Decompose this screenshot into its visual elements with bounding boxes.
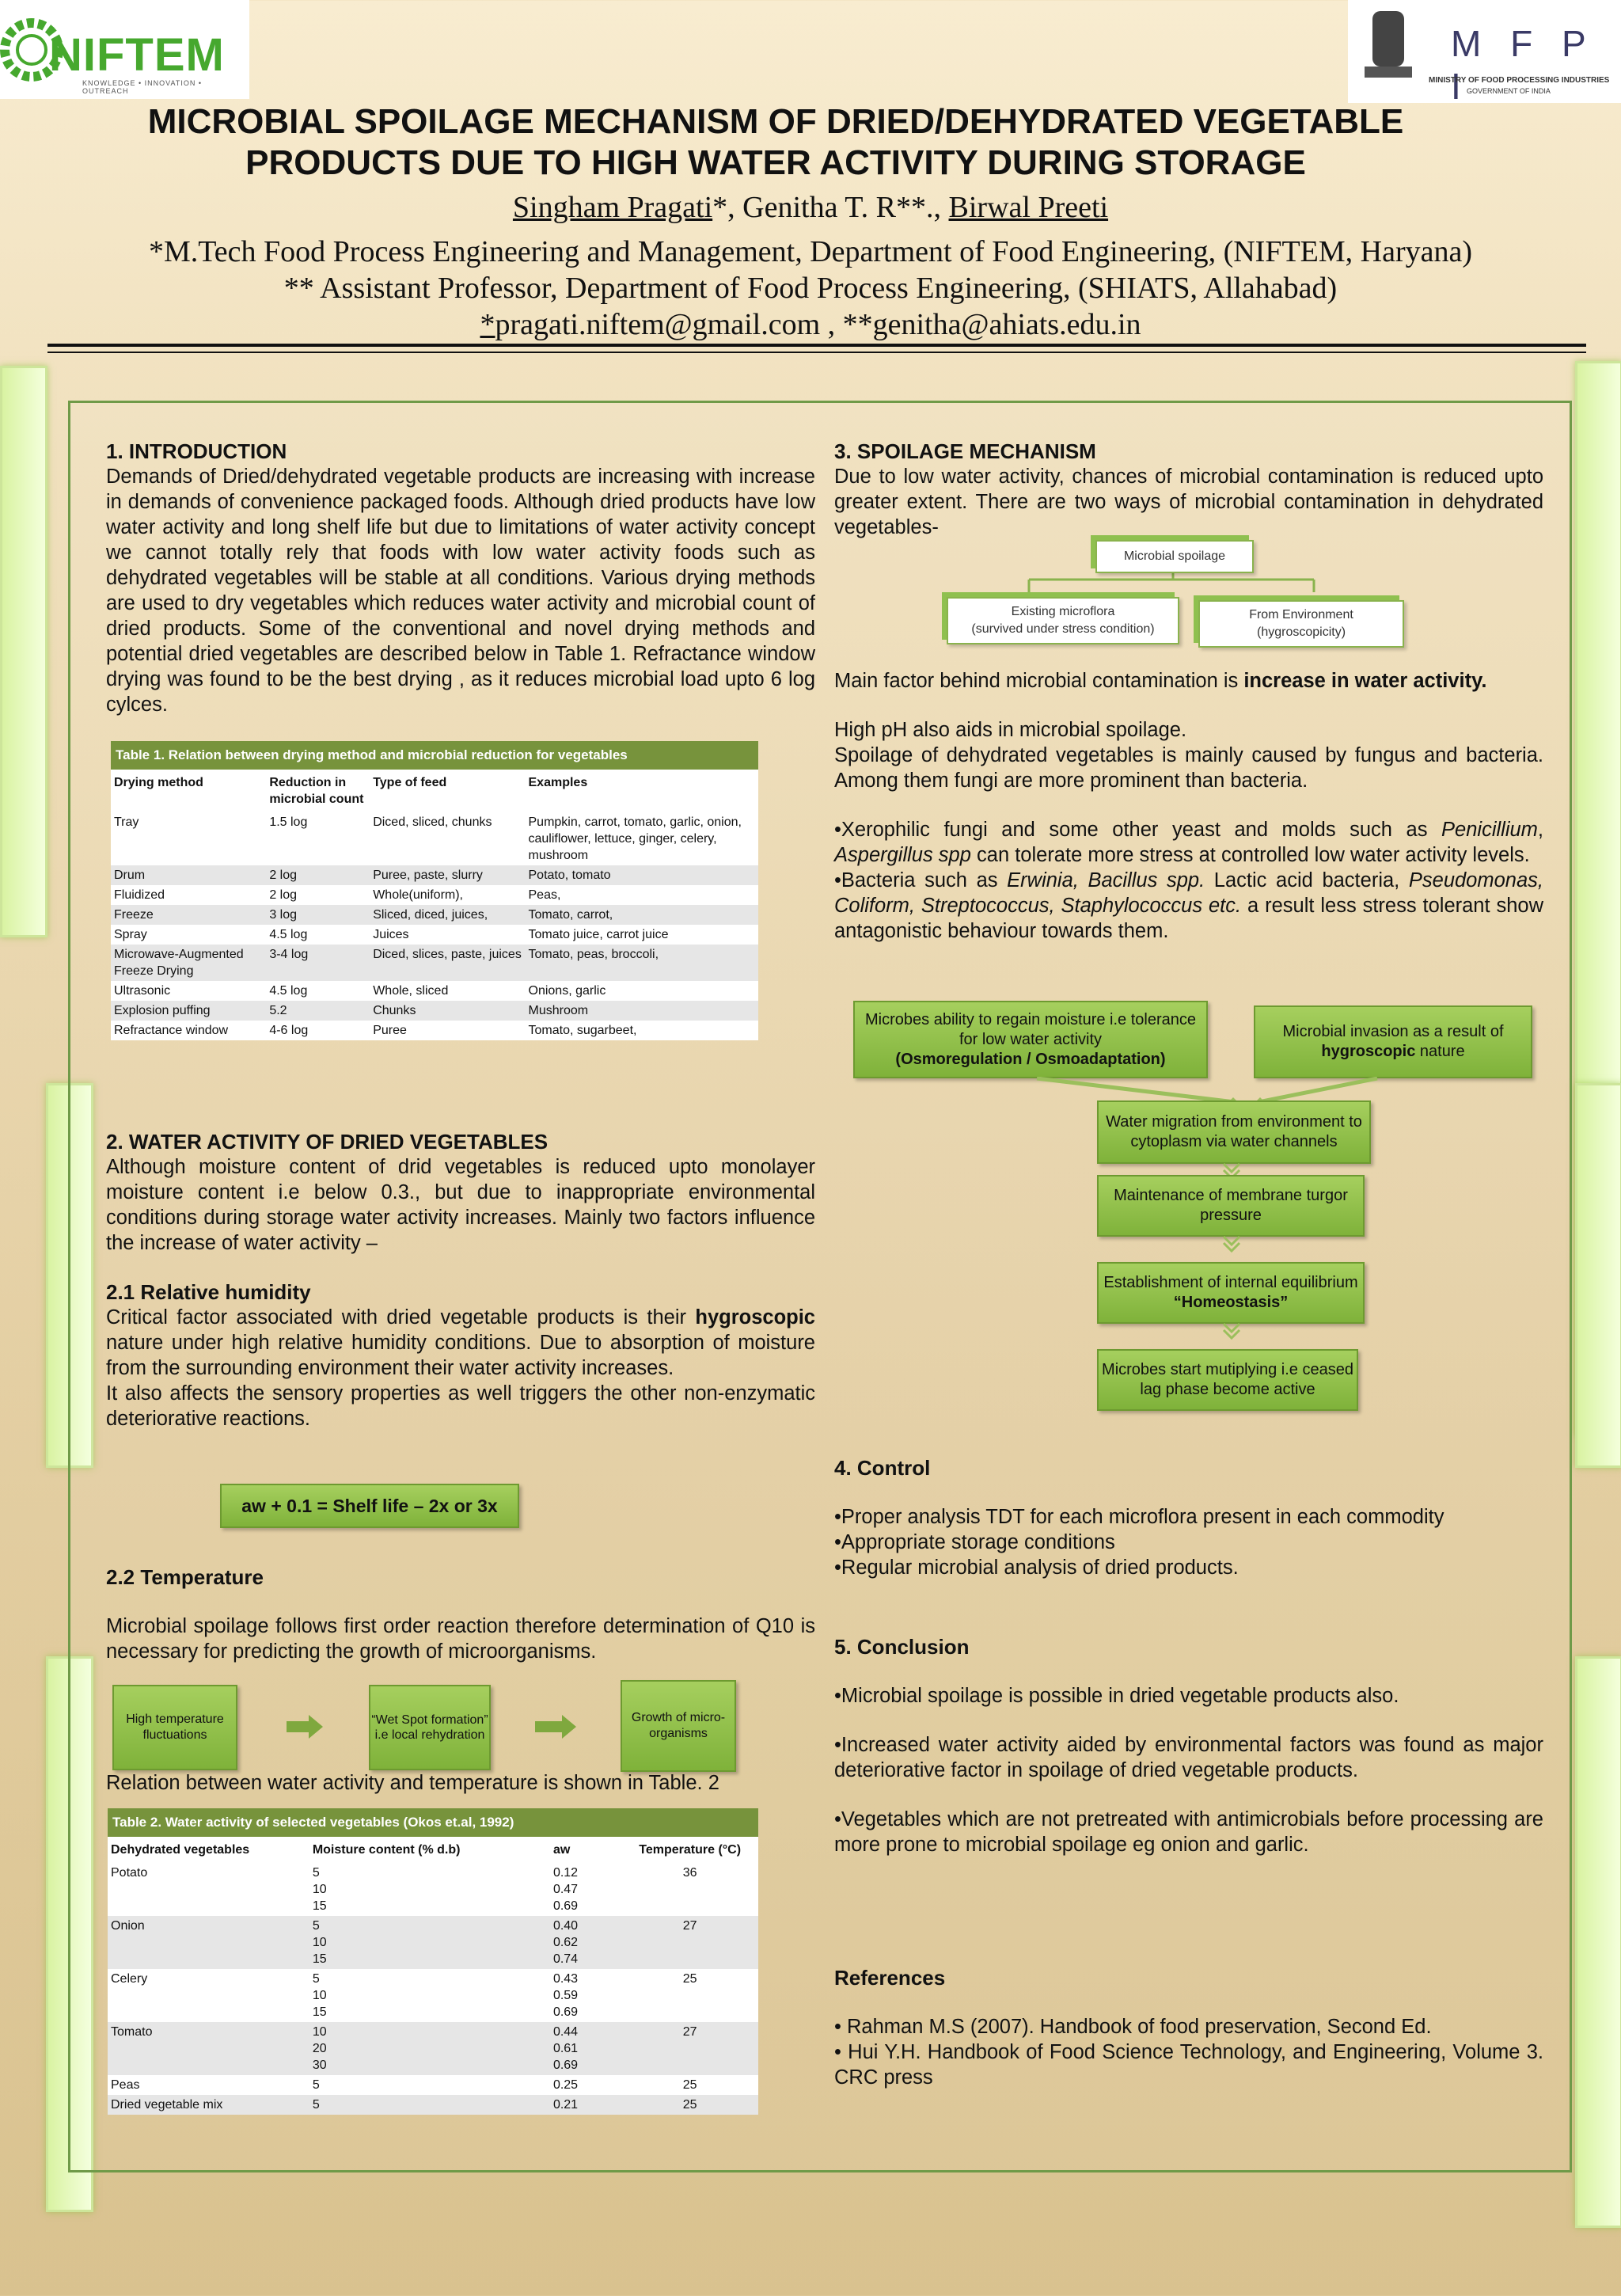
conclusion-item: •Vegetables which are not pretreated with antimicrobials before processing are more prone to microbial spoilage eg onion and garlic. [834, 1808, 1543, 1856]
table-cell: 5 [309, 2095, 550, 2115]
table-cell: 0.43 0.59 0.69 [552, 1972, 579, 2019]
niftem-tagline: KNOWLEDGE • INNOVATION • OUTREACH [82, 79, 202, 95]
table-cell: Celery [111, 1972, 148, 1986]
table-row [111, 865, 758, 885]
table-cell: Whole(uniform), [373, 888, 463, 902]
side-bar-right [1575, 1083, 1621, 1468]
arrow-down-icon [1220, 1322, 1243, 1341]
flow-box-2-title: “Wet Spot formation” [371, 1713, 488, 1727]
control-item: •Regular microbial analysis of dried products. [834, 1557, 1239, 1579]
table-cell: 0.21 [550, 2095, 621, 2115]
table-2-title: Table 2. Water activity of selected vegetables (Okos et.al, 1992) [108, 1808, 758, 1837]
table-cell: 27 [621, 2022, 758, 2075]
bacteria-text [834, 868, 1543, 944]
tree-root: Microbial spoilage [1095, 540, 1254, 573]
table-cell: Tray [114, 815, 139, 829]
rh-post: nature under high relative humidity conditions. Due to absorption of moisture from the surrounding environment their water activity increases. [106, 1332, 815, 1379]
tree-left [947, 597, 1179, 644]
mofpi-govt: GOVERNMENT OF INDIA [1467, 87, 1551, 95]
step3-pre: Establishment of internal equilibrium [1103, 1274, 1358, 1291]
table-row [111, 945, 758, 981]
divider [47, 352, 1586, 353]
t1-header: Examples [526, 770, 759, 812]
table-cell: Chunks [370, 1001, 525, 1021]
reference-item: • Hui Y.H. Handbook of Food Science Technology, and Engineering, Volume 3. CRC press [834, 2041, 1543, 2089]
table-cell: Diced, sliced, chunks [373, 815, 492, 829]
rh-body [106, 1305, 815, 1381]
table-row [111, 925, 758, 945]
t1-header: Reduction in microbial count [266, 770, 370, 812]
table-cell: Tomato, peas, broccoli, [526, 945, 759, 981]
title-line-1: MICROBIAL SPOILAGE MECHANISM OF DRIED/DEHYDRATED VEGETABLE [147, 102, 1404, 141]
table-cell: Dried vegetable mix [108, 2095, 309, 2115]
mofpi-ministry: MINISTRY OF FOOD PROCESSING INDUSTRIES [1429, 76, 1610, 85]
tree-left-sub: (survived under stress condition) [971, 622, 1155, 636]
reference-item: • Rahman M.S (2007). Handbook of food preservation, Second Ed. [834, 2016, 1432, 2038]
water-activity-section [106, 1129, 815, 1431]
table-cell: Tomato juice, carrot juice [528, 928, 669, 941]
bact-pre: •Bacteria such as [834, 869, 1008, 891]
table-cell: Potato [111, 1866, 148, 1880]
box-b-line2 [1321, 1042, 1464, 1062]
table-1 [111, 741, 758, 1040]
introduction-section [106, 439, 815, 717]
ph-text: High pH also aids in microbial spoilage. [834, 719, 1187, 741]
control-section [834, 1455, 1543, 1580]
conclusion-section [834, 1634, 1543, 1857]
mechanism-box-b [1254, 1005, 1532, 1078]
conclusion-heading: 5. Conclusion [834, 1635, 970, 1659]
emails [0, 307, 1621, 342]
spoilage-body: Due to low water activity, chances of microbial contamination is reduced upto greater extent. There are two ways of microbial contamination in dehydrated vegetables- [834, 466, 1543, 538]
tree-right-sub: (hygroscopicity) [1256, 625, 1346, 639]
table-cell: 2 log [266, 865, 370, 885]
table-row [108, 1969, 758, 2022]
table-cell: 5 10 15 [309, 1916, 550, 1969]
step3-bold: “Homeostasis” [1173, 1294, 1289, 1311]
arrow-down-icon [1220, 1235, 1243, 1254]
bact-it2: Pseudomonas, Coliform, Streptococcus, Staphylococcus etc. [834, 869, 1543, 917]
rh-heading: 2.1 Relative humidity [106, 1280, 311, 1304]
arrow-right-icon [287, 1715, 325, 1739]
mechanism-step-2: Maintenance of membrane turgor pressure [1097, 1175, 1365, 1237]
table-row [108, 2095, 758, 2115]
table-cell: 10 20 30 [309, 2022, 550, 2075]
side-bar-right [1575, 1656, 1621, 2228]
table-cell: Whole, sliced [373, 984, 449, 998]
t2-header: Temperature (°C) [621, 1837, 758, 1863]
spoilage-heading: 3. SPOILAGE MECHANISM [834, 439, 1096, 463]
table-row [108, 2075, 758, 2095]
conclusion-item: •Increased water activity aided by environmental factors was found as major deteriorative factor in spoilage of dried vegetable products. [834, 1734, 1543, 1781]
flow-box-2 [369, 1685, 491, 1770]
table-cell: Drum [111, 865, 266, 885]
box-a-text: Microbes ability to regain moisture i.e tolerance for low water activity [865, 1010, 1196, 1048]
control-item: •Proper analysis TDT for each microflora present in each commodity [834, 1506, 1444, 1528]
t1-header: Type of feed [370, 770, 525, 812]
flow-box-2-sub: i.e local rehydration [374, 1728, 485, 1742]
temp-body: Microbial spoilage follows first order reaction therefore determination of Q10 is necessary for predicting the growth of microorganisms. [106, 1615, 815, 1663]
wa-body: Although moisture content of drid vegetables is reduced upto monolayer moisture content i.e below 0.3., but due to inappropriate environmental conditions during storage water activity increases. Mainly two factors influence the increase of water activity – [106, 1156, 815, 1254]
table-cell: 5 10 15 [312, 1866, 327, 1913]
control-item: •Appropriate storage conditions [834, 1531, 1115, 1553]
relation-text [106, 1770, 815, 1796]
niftem-wordmark: NIFTEM [49, 29, 225, 81]
table-cell: 0.25 [552, 2078, 579, 2092]
xero-pre: •Xerophilic fungi and some other yeast and molds such as [834, 819, 1442, 841]
intro-heading: 1. INTRODUCTION [106, 439, 287, 463]
table-cell: Juices [373, 928, 409, 941]
table-cell: Tomato [108, 2022, 309, 2075]
xerophilic-text [834, 817, 1543, 868]
arrow-right-icon [535, 1715, 578, 1739]
table-cell: 25 [682, 2078, 697, 2092]
table-cell: 0.12 0.47 0.69 [552, 1866, 579, 1913]
table-cell: Refractance window [114, 1024, 229, 1037]
table-cell: Microwave-Augmented Freeze Drying [111, 945, 266, 981]
bact-mid: Lactic acid bacteria, [1205, 869, 1409, 891]
references-section [834, 1965, 1543, 2090]
table-cell: 4-6 log [269, 1024, 309, 1037]
table-row [111, 812, 758, 865]
affiliation-1: *M.Tech Food Process Engineering and Management, Department of Food Engineering, (NIFTEM, Haryana) [148, 235, 1473, 268]
flow-box-3: Growth of micro-organisms [621, 1680, 736, 1772]
rh-body-2: It also affects the sensory properties as well triggers the other non-enzymatic deteriorative reactions. [106, 1382, 815, 1430]
tree-right [1198, 600, 1404, 648]
table-cell: Peas, [528, 888, 561, 902]
niftem-logo [0, 0, 249, 99]
table-cell: 4.5 log [269, 984, 308, 998]
xero-it2: Aspergillus spp [834, 844, 971, 866]
national-emblem-icon [1353, 3, 1424, 98]
t2-header: aw [550, 1837, 621, 1863]
divider [47, 344, 1586, 347]
table-1-title: Table 1. Relation between drying method and microbial reduction for vegetables [111, 741, 758, 770]
table-cell: 36 [682, 1866, 697, 1880]
email-star: * [480, 308, 495, 341]
table-cell: 0.40 0.62 0.74 [550, 1916, 621, 1969]
xero-it1: Penicillium [1441, 819, 1538, 841]
table-cell: Fluidized [114, 888, 165, 902]
box-b-text: Microbial invasion as a result of [1282, 1023, 1504, 1040]
table-cell: Explosion puffing [111, 1001, 266, 1021]
table-cell: Tomato, sugarbeet, [528, 1024, 637, 1037]
tree-right-title: From Environment [1249, 608, 1353, 622]
t2-header: Moisture content (% d.b) [309, 1837, 550, 1863]
table-row [111, 1021, 758, 1040]
poster-title [87, 101, 1464, 184]
table-row [111, 885, 758, 905]
xero-mid: , [1537, 819, 1543, 841]
intro-body: Demands of Dried/dehydrated vegetable products are increasing with increase in demands of convenience packaged foods. Although dried products have low water activity and long shelf life but due to limitations of water activity concept we cannot totally rely that foods with low water activity foods such as dehydrated vegetables will be stable at all conditions. Various drying methods are used to dry vegetables which reduces water activity and microbial count of dried products. Some of the conventional and novel drying methods and potential dried vegetables are described below in Table 1. Refractance window drying was found to be the best drying , as it reduces microbial load upto 6 log cylces. [106, 466, 815, 716]
flow-box-1: High temperature fluctuations [112, 1685, 237, 1770]
table-cell: Pumpkin, carrot, tomato, garlic, onion, cauliflower, lettuce, ginger, celery, mushroom [528, 815, 742, 862]
t1-header: Drying method [111, 770, 266, 812]
affiliation-2: ** Assistant Professor, Department of Food Process Engineering, (SHIATS, Allahabad) [283, 272, 1338, 305]
rh-bold: hygroscopic [695, 1306, 815, 1329]
table-cell: Ultrasonic [114, 984, 171, 998]
table-cell: Diced, slices, paste, juices [370, 945, 525, 981]
table-row [111, 905, 758, 925]
tree-left-title: Existing microflora [1011, 605, 1115, 618]
table-cell: Tomato, carrot, [526, 905, 759, 925]
table-cell: 0.44 0.61 0.69 [550, 2022, 621, 2075]
table-cell: 25 [682, 1972, 697, 1986]
spoilage-section [834, 439, 1543, 540]
table-row [111, 981, 758, 1001]
main-factor-bold: increase in water activity. [1243, 670, 1487, 692]
mechanism-step-3 [1097, 1262, 1365, 1324]
table-cell: Onion [108, 1916, 309, 1969]
table-cell: 2 log [269, 888, 298, 902]
mechanism-step-1: Water migration from environment to cytoplasm via water channels [1097, 1100, 1371, 1164]
temperature-section [106, 1564, 815, 1664]
temp-heading: 2.2 Temperature [106, 1565, 264, 1589]
box-b-post: nature [1415, 1043, 1465, 1060]
table-row [108, 1916, 758, 1969]
formula-box: aw + 0.1 = Shelf life – 2x or 3x [220, 1484, 519, 1528]
table-cell: 5 [312, 2078, 320, 2092]
table-cell: Sliced, diced, juices, [370, 905, 525, 925]
table-cell: Puree, paste, slurry [370, 865, 525, 885]
table-cell: Freeze [111, 905, 266, 925]
table-cell: 3-4 log [266, 945, 370, 981]
authors-line [0, 190, 1621, 225]
main-factor [834, 668, 1543, 694]
table-1-grid [111, 770, 758, 1040]
table-cell: Mushroom [526, 1001, 759, 1021]
control-heading: 4. Control [834, 1456, 931, 1480]
relation-body: Relation between water activity and temperature is shown in Table. 2 [106, 1772, 719, 1794]
side-bar-left [0, 366, 47, 937]
table-row [108, 1863, 758, 1916]
table-cell: 5.2 [266, 1001, 370, 1021]
t2-header: Dehydrated vegetables [108, 1837, 309, 1863]
table-cell: Onions, garlic [528, 984, 606, 998]
xero-post: can tolerate more stress at controlled low water activity levels. [970, 844, 1530, 866]
table-cell: 5 10 15 [312, 1972, 327, 2019]
mechanism-step-4: Microbes start mutiplying i.e ceased lag phase become active [1097, 1349, 1358, 1411]
bact-it1: Erwinia, Bacillus spp. [1007, 869, 1205, 891]
table-row [108, 2022, 758, 2075]
table-cell: Spray [114, 928, 147, 941]
table-cell: Peas [111, 2078, 140, 2092]
box-b-bold: hygroscopic [1321, 1043, 1416, 1060]
table-cell: Puree [373, 1024, 407, 1037]
author-3: Birwal Preeti [948, 191, 1109, 224]
table-cell: 25 [621, 2095, 758, 2115]
box-a-bold: (Osmoregulation / Osmoadaptation) [895, 1050, 1166, 1068]
wa-heading: 2. WATER ACTIVITY OF DRIED VEGETABLES [106, 1130, 549, 1154]
rh-pre: Critical factor associated with dried vegetable products is their [106, 1306, 696, 1329]
references-heading: References [834, 1966, 946, 1990]
table-cell: 4.5 log [269, 928, 308, 941]
conclusion-item: •Microbial spoilage is possible in dried vegetable products also. [834, 1685, 1399, 1707]
spoilage-details [834, 668, 1543, 944]
fungus-text: Spoilage of dehydrated vegetables is mainly caused by fungus and bacteria. Among them fungi are more prominent than bacteria. [834, 744, 1543, 792]
mechanism-box-a [853, 1001, 1208, 1078]
mofpi-wordmark: M F P I [1451, 23, 1595, 107]
table-2-grid [108, 1837, 758, 2115]
table-row [111, 1001, 758, 1021]
table-2 [108, 1808, 758, 2115]
table-cell: Potato, tomato [526, 865, 759, 885]
table-cell: 27 [621, 1916, 758, 1969]
author-2: *, Genitha T. R**., [712, 191, 949, 224]
title-line-2: PRODUCTS DUE TO HIGH WATER ACTIVITY DURING STORAGE [245, 143, 1306, 182]
main-factor-pre: Main factor behind microbial contamination is [834, 670, 1244, 692]
email-text: pragati.niftem@gmail.com , **genitha@ahiats.edu.in [495, 308, 1141, 341]
bact-post: a result less stress tolerant show antagonistic behaviour towards them. [834, 895, 1543, 942]
table-cell: 1.5 log [269, 815, 308, 829]
author-1: Singham Pragati [512, 191, 713, 224]
table-cell: 3 log [266, 905, 370, 925]
mofpi-logo [1348, 0, 1621, 107]
